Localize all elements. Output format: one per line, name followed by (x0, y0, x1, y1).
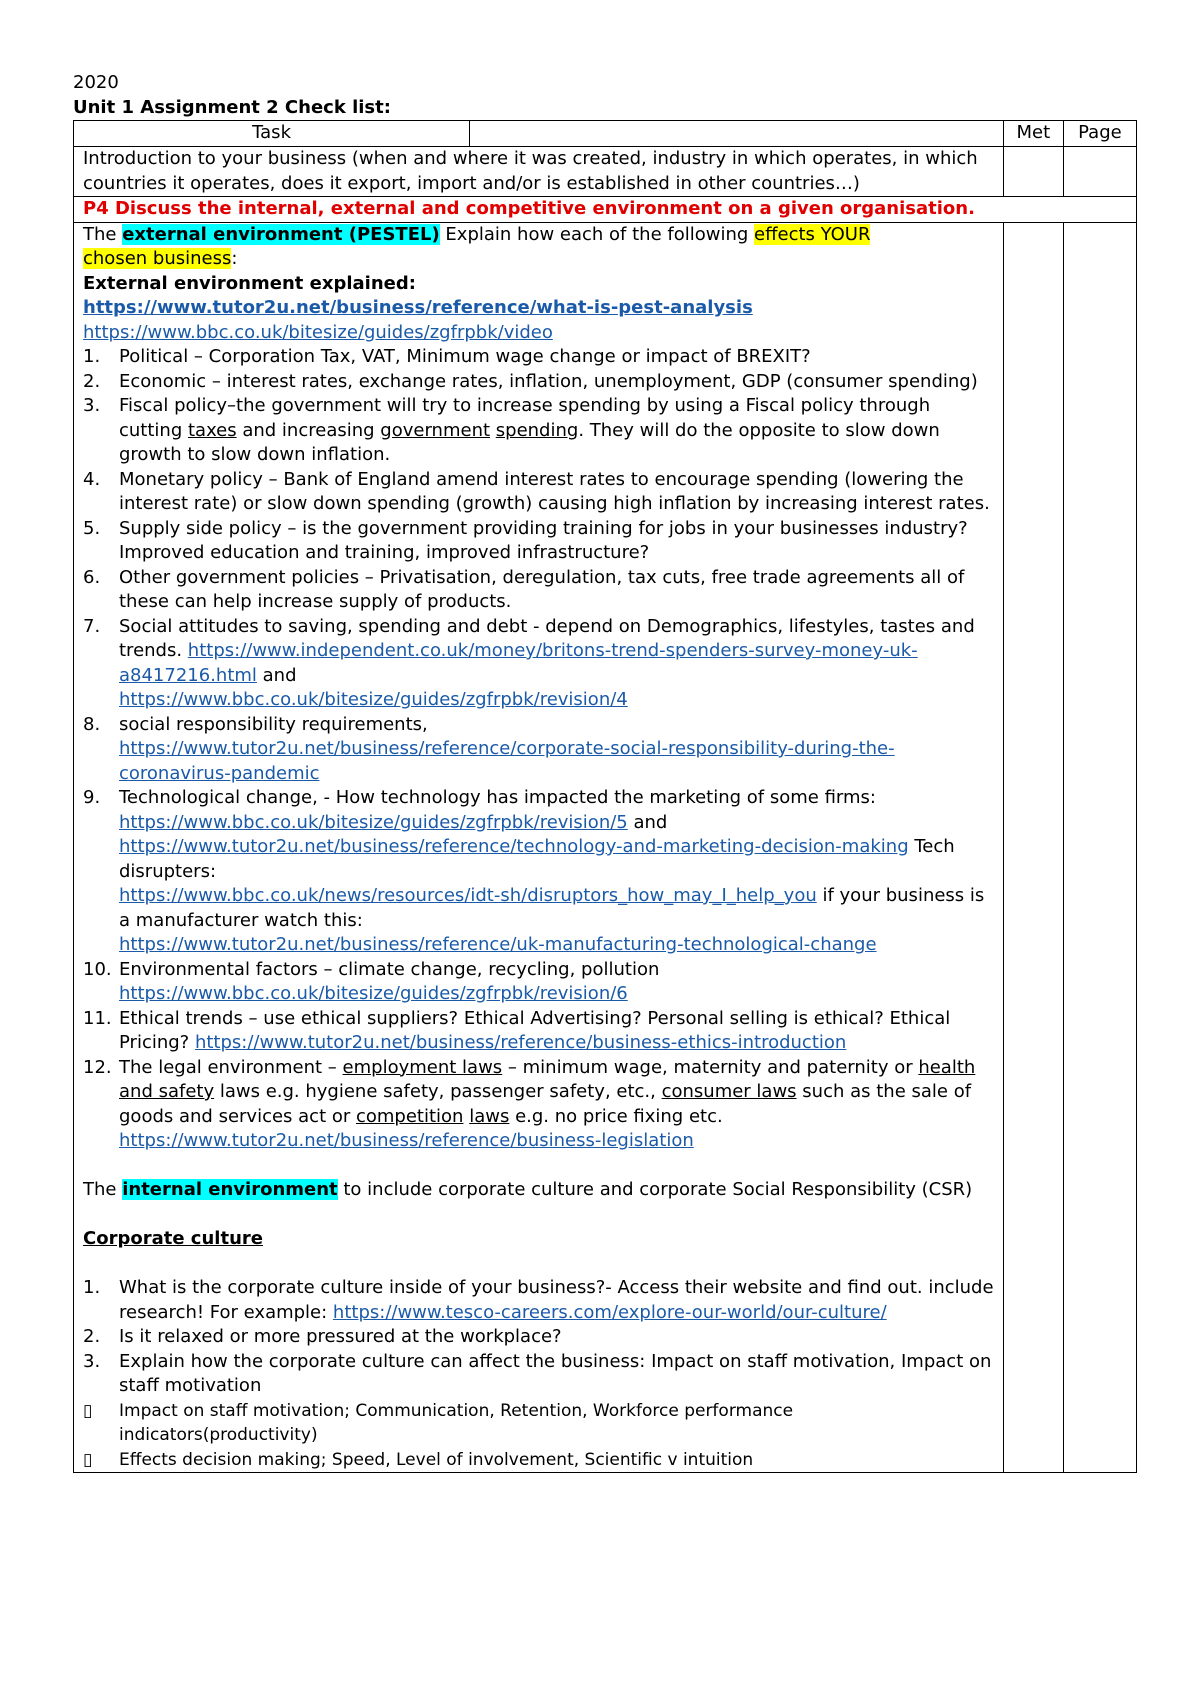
list-item: 12. The legal environment – employment laws – minimum wage, maternity and paternity or health and safety laws e.g. hygiene safety, passenger safety, etc., consumer laws such as the sale of goods and services act or competition laws e.g. no price fixing etc. https://www.tutor2u.net/business/reference/business-legislation (83, 1056, 976, 1151)
effects-highlight: effects YOUR (754, 223, 871, 245)
header-met: Met (1003, 121, 1063, 147)
pestel-list (83, 345, 994, 1154)
list-item: 3. Fiscal policy–the government will try to increase spending by using a Fiscal policy through cutting taxes and increasing government spending. They will do the opposite to slow down growth to slow down inflation. (83, 395, 940, 465)
list-item: 7. Social attitudes to saving, spending and debt - depend on Demographics, lifestyles, tastes and trends. https://www.independent.co.uk/money/britons-trend-spenders-survey-money-uk-a8417216.html and https://www.bbc.co.uk/bitesize/guides/zgfrpbk/revision/4 (83, 615, 975, 710)
list-item: 3. Explain how the corporate culture can affect the business: Impact on staff motivation, Impact on staff motivation (83, 1350, 992, 1396)
business-ethics-link[interactable]: https://www.tutor2u.net/business/reference/business-ethics-introduction (194, 1032, 847, 1053)
checklist-table (73, 120, 1137, 1473)
internal-environment-highlight: internal environment (122, 1179, 338, 1200)
bbc-video-link[interactable]: https://www.bbc.co.uk/bitesize/guides/zgfrpbk/video (83, 321, 553, 343)
bullet-icon: ▯ (83, 1400, 93, 1421)
list-item: ▯ Impact on staff motivation; Communication, Retention, Workforce performance indicators(productivity) (83, 1400, 794, 1445)
external-explained-heading: External environment explained: (83, 272, 416, 294)
internal-intro: The internal environment to include corporate culture and corporate Social Responsibility (CSR) (83, 1179, 973, 1200)
external-intro: The external environment (PESTEL) Explain how each of the following effects YOUR chosen business: (83, 223, 871, 269)
intro-task-cell: Introduction to your business (when and where it was created, industry in which operates, in which countries it operates, does it export, import and/or is established in other countries…) (74, 147, 1004, 197)
met-cell[interactable] (1003, 222, 1063, 1473)
business-legislation-link[interactable]: https://www.tutor2u.net/business/reference/business-legislation (119, 1130, 694, 1151)
document-year: 2020 (73, 72, 119, 93)
header-task: Task (74, 121, 470, 147)
list-item: 6. Other government policies – Privatisation, deregulation, tax cuts, free trade agreements all of these can help increase supply of products. (83, 566, 965, 612)
met-cell[interactable] (1003, 147, 1063, 197)
disruptors-link[interactable]: https://www.bbc.co.uk/news/resources/idt-sh/disruptors_how_may_I_help_you (119, 885, 817, 906)
corporate-culture-heading: Corporate culture (83, 1228, 263, 1249)
main-task-cell (74, 222, 1004, 1473)
document-title: Unit 1 Assignment 2 Check list: (73, 97, 391, 118)
list-item: 1. Political – Corporation Tax, VAT, Minimum wage change or impact of BREXIT? (83, 346, 811, 367)
list-item: ▯ Effects decision making; Speed, Level of involvement, Scientific v intuition (83, 1448, 994, 1473)
list-item: 9. Technological change, - How technology has impacted the marketing of some firms: https://www.bbc.co.uk/bitesize/guides/zgfrpbk/revision/5 and https://www.tutor2u.net/business/reference/technology-and-marketing-decision-making Tech disrupters: https://www.bbc.co.uk/news/resources/idt-sh/disruptors_how_may_I_help_you if your business is a manufacturer watch this: https://www.tutor2u.net/business/reference/uk-manufacturing-technological-change (83, 787, 985, 955)
list-item: 1. What is the corporate culture inside of your business?- Access their website and find out. include research! For example: https://www.tesco-careers.com/explore-our-world/our-culture/ (83, 1277, 994, 1323)
table-row (74, 197, 1137, 223)
criteria-p4-row: P4 Discuss the internal, external and competitive environment on a given organisation. (74, 197, 1137, 223)
bbc-revision-4-link[interactable]: https://www.bbc.co.uk/bitesize/guides/zgfrpbk/revision/4 (119, 689, 628, 710)
table-row (74, 147, 1137, 197)
table-header-row (74, 121, 1137, 147)
list-item: 5. Supply side policy – is the government providing training for jobs in your businesses industry? Improved education and training, improved infrastructure? (83, 517, 968, 563)
external-environment-highlight: external environment (PESTEL) (122, 223, 440, 245)
tesco-culture-link[interactable]: https://www.tesco-careers.com/explore-our-world/our-culture/ (332, 1301, 887, 1323)
bbc-revision-5-link[interactable]: https://www.bbc.co.uk/bitesize/guides/zgfrpbk/revision/5 (119, 811, 628, 833)
culture-bullets (83, 1399, 994, 1473)
table-row (74, 222, 1137, 1473)
bullet-icon: ▯ (83, 1449, 93, 1470)
tech-marketing-link[interactable]: https://www.tutor2u.net/business/reference/technology-and-marketing-decision-making (119, 836, 909, 857)
list-item: 11. Ethical trends – use ethical suppliers? Ethical Advertising? Personal selling is ethical? Ethical Pricing? https://www.tutor2u.net/business/reference/business-ethics-introduction (83, 1007, 951, 1053)
bbc-revision-6-link[interactable]: https://www.bbc.co.uk/bitesize/guides/zgfrpbk/revision/6 (119, 983, 628, 1004)
page-cell[interactable] (1063, 147, 1136, 197)
csr-coronavirus-link[interactable]: https://www.tutor2u.net/business/reference/corporate-social-responsibility-during-the-coronavirus-pandemic (119, 738, 895, 784)
header-blank (470, 121, 1004, 147)
list-item: 2. Is it relaxed or more pressured at the workplace? (83, 1326, 562, 1347)
header-page: Page (1063, 121, 1136, 147)
list-item: 2. Economic – interest rates, exchange rates, inflation, unemployment, GDP (consumer spending) (83, 370, 978, 392)
uk-manufacturing-link[interactable]: https://www.tutor2u.net/business/reference/uk-manufacturing-technological-change (119, 934, 877, 955)
page-cell[interactable] (1063, 222, 1136, 1473)
pest-analysis-link[interactable]: https://www.tutor2u.net/business/reference/what-is-pest-analysis (83, 297, 753, 318)
list-item: 10. Environmental factors – climate change, recycling, pollution https://www.bbc.co.uk/bitesize/guides/zgfrpbk/revision/6 (83, 958, 660, 1004)
culture-list (83, 1276, 994, 1399)
list-item: 8. social responsibility requirements, https://www.tutor2u.net/business/reference/corporate-social-responsibility-during-the-coronavirus-pandemic (83, 713, 895, 784)
list-item: 4. Monetary policy – Bank of England amend interest rates to encourage spending (lowering the interest rate) or slow down spending (growth) causing high inflation by increasing interest rates. (83, 468, 990, 514)
independent-link[interactable]: https://www.independent.co.uk/money/britons-trend-spenders-survey-money-uk-a8417216.html (119, 640, 918, 686)
